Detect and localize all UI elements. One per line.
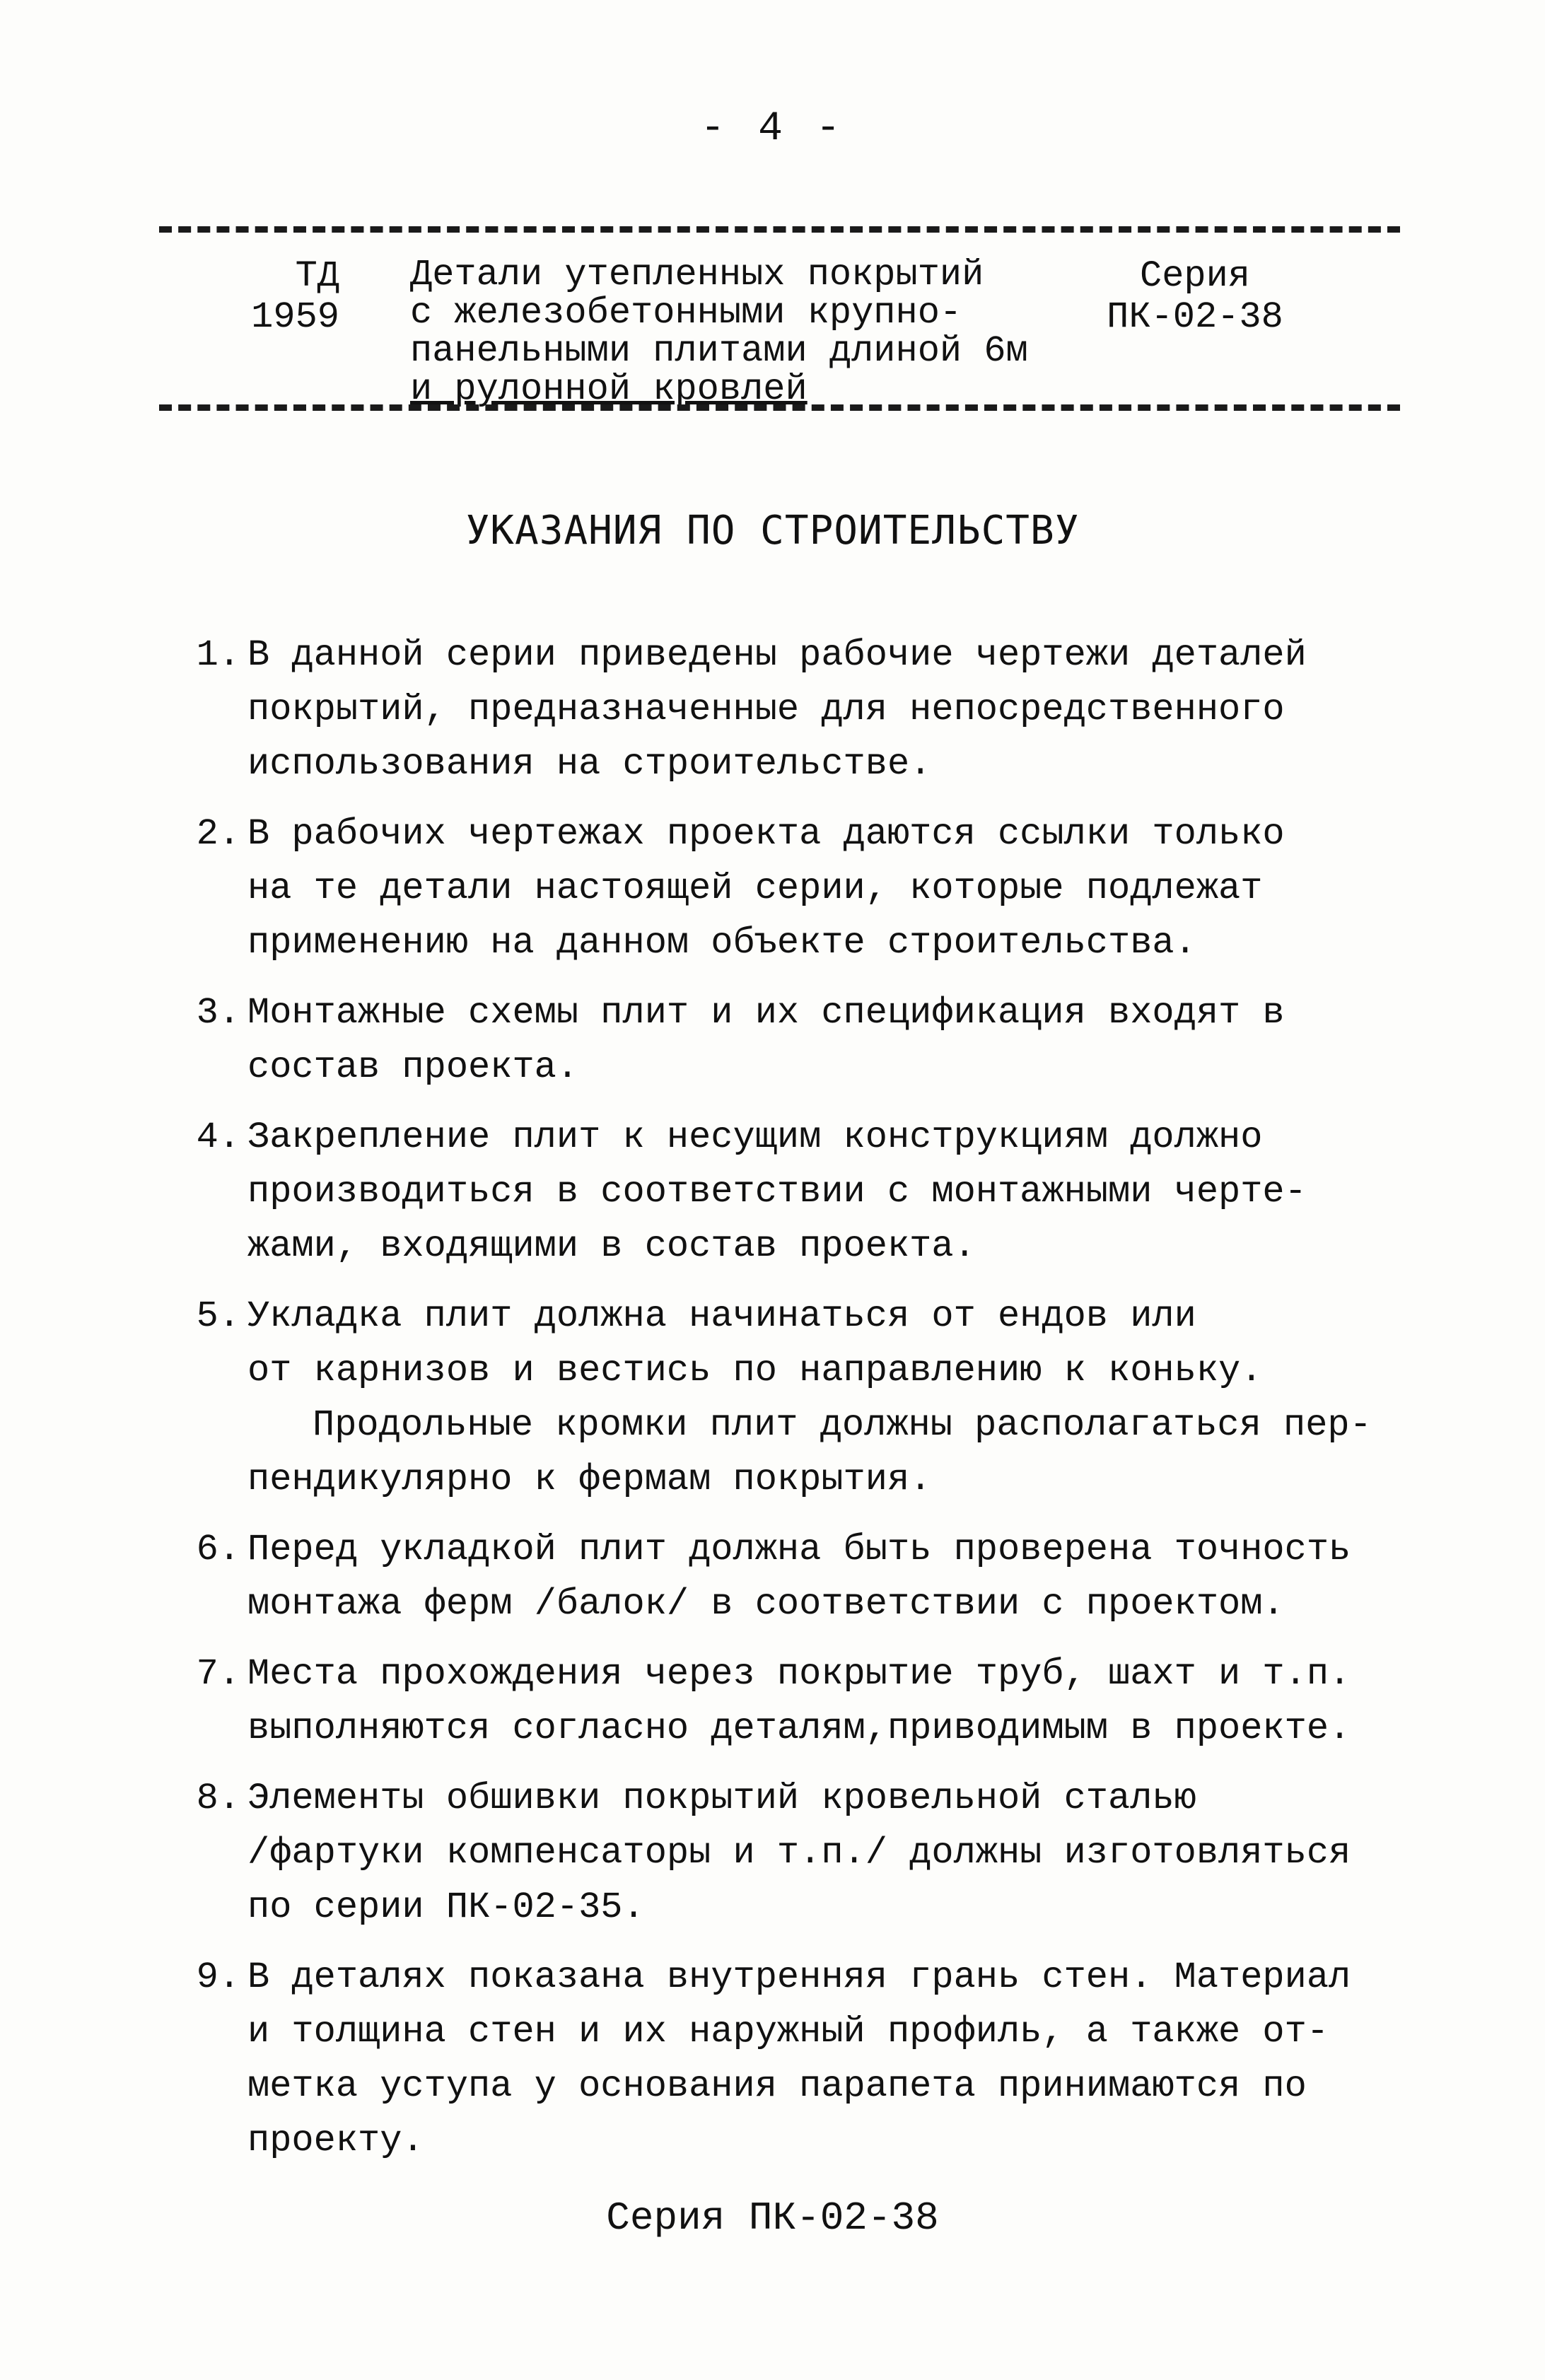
header-year: 1959	[251, 296, 339, 338]
list-item-text-line: на те детали настоящей серии, которые подлежат	[247, 868, 1263, 909]
list-item-text-line: В деталях показана внутренняя грань стен. Материал	[247, 1956, 1351, 1998]
list-item-text-line: метка уступа у основания парапета принимаются по	[247, 2065, 1307, 2107]
list-item-text-line: производиться в соответствии с монтажными черте-	[247, 1171, 1307, 1213]
list-item-number: 5.	[196, 1295, 240, 1337]
list-item-text-line: Продольные кромки плит должны располагаться пер-	[313, 1404, 1372, 1446]
header-title-block	[410, 256, 1117, 409]
header-title-line-3: панельными плитами длиной 6м	[410, 330, 1028, 372]
list-item	[163, 1289, 1372, 1507]
list-item-text-line: Монтажные схемы плит и их спецификация входят в	[247, 992, 1285, 1034]
list-item	[163, 807, 1365, 970]
header-title-line-1: Детали утепленных покрытий	[410, 254, 984, 296]
list-item-number: 4.	[196, 1116, 240, 1158]
list-item-text-line: по серии ПК-02-35.	[247, 1886, 645, 1928]
list-item-text-line: Элементы обшивки покрытий кровельной сталью	[247, 1778, 1196, 1819]
header-title-line-2: с железобетонными крупно-	[410, 292, 962, 334]
page-number: - 4 -	[700, 106, 845, 152]
list-item-number: 3.	[196, 992, 240, 1034]
list-item	[163, 628, 1365, 791]
list-item-number: 2.	[196, 813, 240, 855]
list-item	[163, 1522, 1365, 1631]
list-item	[163, 1647, 1365, 1756]
header-code: ТД	[295, 255, 339, 297]
list-item-text-line: использования на строительстве.	[247, 743, 932, 785]
list-item-text-line: от карнизов и вестись по направлению к коньку.	[247, 1350, 1263, 1392]
section-title: УКАЗАНИЯ ПО СТРОИТЕЛЬСТВУ	[465, 508, 1080, 554]
list-item-number: 8.	[196, 1778, 240, 1819]
header-top-divider	[159, 226, 1400, 233]
list-item	[163, 1771, 1365, 1935]
list-item-text-line: Закрепление плит к несущим конструкциям должно	[247, 1116, 1263, 1158]
list-item	[163, 986, 1365, 1095]
list-item	[163, 1950, 1365, 2168]
list-item-text-line: В рабочих чертежах проекта даются ссылки только	[247, 813, 1285, 855]
header-title-line-4: и рулонной кровлей	[410, 368, 808, 410]
list-item-text-line: Перед укладкой плит должна быть проверена точность	[247, 1529, 1351, 1570]
list-item-number: 9.	[196, 1956, 240, 1998]
list-item-text-line: жами, входящими в состав проекта.	[247, 1225, 976, 1267]
header-series-code: ПК-02-38	[1107, 296, 1283, 338]
instructions-list	[163, 628, 1372, 2183]
list-item	[163, 1110, 1365, 1273]
header-code-block	[212, 256, 339, 338]
list-item-text-line: применению на данном объекте строительства.	[247, 922, 1196, 964]
header-series-block	[1089, 256, 1301, 338]
header-series-label: Серия	[1139, 255, 1251, 297]
list-item-text-line: Укладка плит должна начинаться от ендов или	[247, 1295, 1196, 1337]
list-item-number: 1.	[196, 634, 240, 676]
list-item-text-line: и толщина стен и их наружный профиль, а также от-	[247, 2011, 1329, 2053]
list-item-number: 7.	[196, 1653, 240, 1695]
header-bottom-divider	[159, 404, 1400, 411]
list-item-text-line: проекту.	[247, 2120, 424, 2162]
list-item-number: 6.	[196, 1529, 240, 1570]
list-item-text-line: Места прохождения через покрытие труб, шахт и т.п.	[247, 1653, 1351, 1695]
list-item-text-line: В данной серии приведены рабочие чертежи деталей	[247, 634, 1307, 676]
footer-series: Серия ПК-02-38	[606, 2195, 939, 2241]
list-item-text-line: пендикулярно к фермам покрытия.	[247, 1459, 932, 1500]
list-item-text-line: состав проекта.	[247, 1046, 579, 1088]
list-item-text-line: монтажа ферм /балок/ в соответствии с проектом.	[247, 1583, 1285, 1625]
list-item-text-line: покрытий, предназначенные для непосредственного	[247, 689, 1285, 730]
list-item-text-line: выполняются согласно деталям,приводимым в проекте.	[247, 1708, 1351, 1749]
list-item-text-line: /фартуки компенсаторы и т.п./ должны изготовляться	[247, 1832, 1351, 1874]
